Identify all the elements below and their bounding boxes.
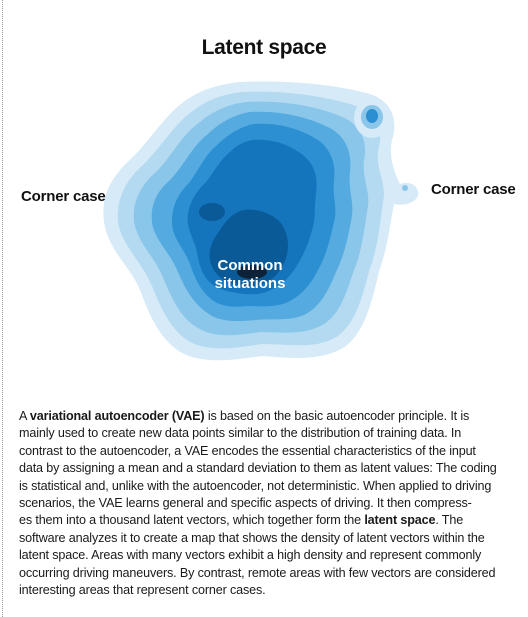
text-run: mainly used to create new data points similar to the distribution of training data. In	[19, 426, 462, 441]
description-line	[19, 460, 527, 477]
description-line	[19, 443, 527, 460]
description-line	[19, 530, 527, 547]
text-run: is based on the basic autoencoder principle. It is	[204, 409, 470, 423]
common-situations-line-2: situations	[214, 275, 286, 292]
density-pocket-left	[199, 203, 225, 221]
description-line	[19, 547, 527, 564]
text-run: is statistical and, unlike with the autoencoder, not deterministic. When applied to driving	[19, 478, 492, 493]
text-run: A	[19, 409, 30, 423]
description-line	[19, 408, 527, 425]
corner-case-left-label: Corner case	[21, 188, 106, 205]
text-run: scenarios, the VAE learns general and specific aspects of driving. It then compress-	[19, 496, 472, 511]
text-run: occurring driving maneuvers. By contrast, remote areas with few vectors are considered	[19, 565, 496, 580]
description-line	[19, 478, 527, 495]
text-run: software analyzes it to create a map that shows the density of latent vectors within the	[19, 530, 485, 545]
description-line	[19, 425, 527, 442]
corner-dot-right	[402, 185, 408, 191]
corner-case-right-label: Corner case	[431, 181, 516, 198]
description-line	[19, 495, 527, 512]
bold-term: latent space	[364, 513, 436, 528]
description-paragraph	[19, 408, 527, 599]
text-run: es them into a thousand latent vectors, which together form the	[19, 513, 365, 528]
text-run: contrast to the autoencoder, a VAE encodes the essential characteristics of the input	[19, 443, 476, 458]
text-run: latent space. Areas with many vectors exhibit a high density and represent commonly	[19, 548, 482, 563]
description-line	[19, 565, 527, 582]
diagram-title: Latent space	[201, 36, 327, 59]
text-run: data by assigning a mean and a standard deviation to them as latent values: The coding	[19, 461, 497, 476]
corner-island-core	[366, 109, 378, 123]
text-run: interesting areas that represent corner cases.	[19, 583, 266, 598]
common-situations-line-1: Common	[217, 257, 283, 274]
common-situations-label	[190, 257, 310, 293]
text-run: . The	[435, 513, 464, 528]
description-line	[19, 582, 527, 599]
description-line	[19, 512, 527, 529]
bold-term: variational autoencoder (VAE)	[29, 409, 205, 423]
